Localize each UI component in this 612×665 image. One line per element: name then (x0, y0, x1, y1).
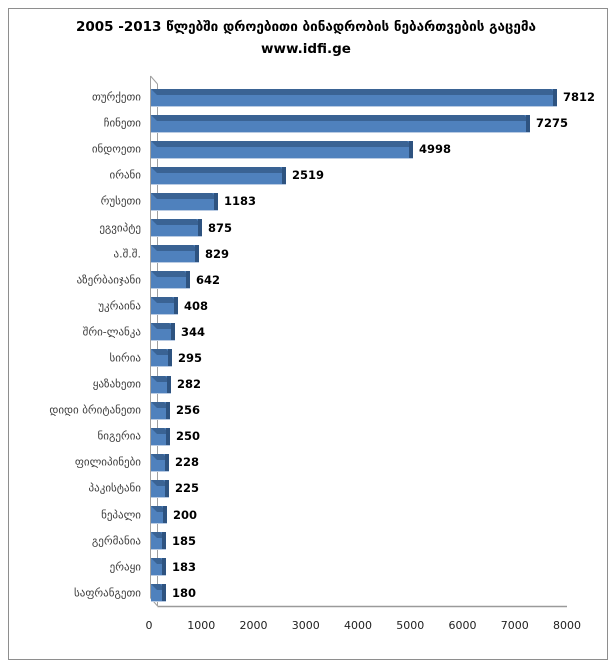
bar-top-face (151, 245, 199, 251)
bar-top-face (151, 141, 413, 147)
bar-side-face (162, 558, 166, 575)
x-tick-label: 6000 (448, 619, 477, 632)
chart-title: 2005 -2013 წლებში დროებითი ბინადრობის ნებართვების გაცემა (75, 19, 536, 35)
bar-row (0, 580, 612, 606)
bar-top-face (151, 89, 557, 95)
bar (151, 532, 166, 549)
bar (151, 402, 170, 419)
bar-row (0, 475, 612, 501)
bar-top-face (151, 167, 286, 173)
bar (151, 584, 166, 601)
bar-side-face (166, 402, 170, 419)
value-label: 344 (181, 324, 206, 339)
bar-row (0, 319, 612, 345)
bar-side-face (171, 323, 175, 340)
category-label: ეგვიპტე (99, 221, 141, 235)
bar-side-face (553, 89, 557, 106)
x-tick-label: 5000 (396, 619, 425, 632)
value-label: 295 (178, 350, 203, 365)
bar (151, 376, 171, 393)
value-label: 200 (173, 507, 198, 522)
value-label: 250 (176, 429, 201, 444)
bar-row (0, 423, 612, 449)
category-label: ინდოეთი (91, 142, 141, 156)
bar-row (0, 110, 612, 136)
bar-side-face (409, 141, 413, 158)
bar (151, 349, 172, 366)
value-label: 2519 (292, 168, 325, 183)
bar-row (0, 554, 612, 580)
category-label: დიდი ბრიტანეთი (49, 403, 141, 417)
bar-top-face (151, 115, 530, 121)
bar (151, 454, 169, 471)
bar (151, 219, 202, 236)
bar-row (0, 449, 612, 475)
x-tick-label: 4000 (344, 619, 372, 632)
category-label: გერმანია (91, 534, 141, 548)
value-label: 875 (208, 220, 233, 235)
wall-top-edge (151, 76, 158, 84)
bar-row (0, 397, 612, 423)
bar-row (0, 502, 612, 528)
bar-top-face (151, 271, 190, 277)
category-label: ირანი (109, 168, 141, 182)
value-label: 183 (172, 559, 197, 574)
value-label: 180 (172, 585, 197, 600)
bar-side-face (198, 219, 202, 236)
bar-side-face (165, 480, 169, 497)
x-tick-label: 2000 (239, 619, 268, 632)
bar-side-face (162, 584, 166, 601)
category-label: ნეპალი (101, 508, 141, 522)
bar (151, 558, 166, 575)
category-label: რუსეთი (100, 194, 141, 208)
category-label: უკრაინა (98, 299, 141, 313)
bar-row (0, 371, 612, 397)
x-tick-label: 1000 (187, 619, 216, 632)
category-label: აზერბაიჯანი (76, 273, 141, 287)
bar-row (0, 136, 612, 162)
bar (151, 167, 286, 184)
bar-row (0, 214, 612, 240)
bar (151, 193, 218, 210)
bar-row (0, 188, 612, 214)
plot-rows (0, 84, 612, 606)
category-label: ერაყი (109, 560, 141, 574)
x-tick-label: 8000 (553, 619, 581, 632)
bar-row (0, 267, 612, 293)
bar (151, 89, 557, 106)
bar-row (0, 293, 612, 319)
value-label: 7812 (563, 90, 596, 105)
category-label: სირია (109, 351, 141, 365)
bar (151, 297, 178, 314)
value-label: 1183 (224, 194, 257, 209)
bar-side-face (214, 193, 218, 210)
value-label: 256 (176, 403, 201, 418)
bar-side-face (282, 167, 286, 184)
bar (151, 141, 413, 158)
category-label: შრი-ლანკა (82, 325, 141, 339)
bar (151, 506, 167, 523)
bar-side-face (195, 245, 199, 262)
bar-side-face (165, 454, 169, 471)
bar-side-face (162, 532, 166, 549)
value-label: 829 (205, 246, 230, 261)
bar-row (0, 241, 612, 267)
bar-row (0, 528, 612, 554)
bar-side-face (168, 349, 172, 366)
value-label: 4998 (419, 142, 452, 157)
bar-row (0, 84, 612, 110)
x-tick-label: 0 (145, 619, 153, 632)
bar (151, 480, 169, 497)
category-label: ყაზახეთი (92, 377, 141, 391)
category-label: ნიგერია (97, 429, 141, 443)
bar (151, 323, 175, 340)
value-label: 642 (196, 272, 221, 287)
value-label: 225 (175, 481, 200, 496)
value-label: 282 (177, 377, 202, 392)
bar-side-face (526, 115, 530, 132)
bar-side-face (166, 428, 170, 445)
bar-top-face (151, 219, 202, 225)
bar-side-face (174, 297, 178, 314)
category-label: ა.შ.შ. (113, 247, 141, 261)
x-tick-label: 3000 (291, 619, 320, 632)
value-label: 408 (184, 298, 209, 313)
category-label: თურქეთი (91, 90, 141, 104)
x-tick-label: 7000 (500, 619, 529, 632)
bar-row (0, 162, 612, 188)
bar-row (0, 345, 612, 371)
category-label: ჩინეთი (103, 116, 141, 130)
x-axis (0, 619, 612, 639)
bar (151, 271, 190, 288)
bar (151, 245, 199, 262)
chart-title-block (0, 16, 612, 60)
value-label: 7275 (536, 116, 569, 131)
category-label: ფილიპინები (74, 455, 141, 469)
value-label: 185 (172, 533, 197, 548)
bar (151, 115, 530, 132)
bar-top-face (151, 193, 218, 199)
category-label: პაკისტანი (88, 481, 141, 495)
value-label: 228 (175, 455, 200, 470)
bar-side-face (186, 271, 190, 288)
bar-side-face (163, 506, 167, 523)
bar-side-face (167, 376, 171, 393)
chart-subtitle: www.idfi.ge (261, 41, 351, 57)
bar (151, 428, 170, 445)
category-label: საფრანგეთი (74, 586, 141, 600)
